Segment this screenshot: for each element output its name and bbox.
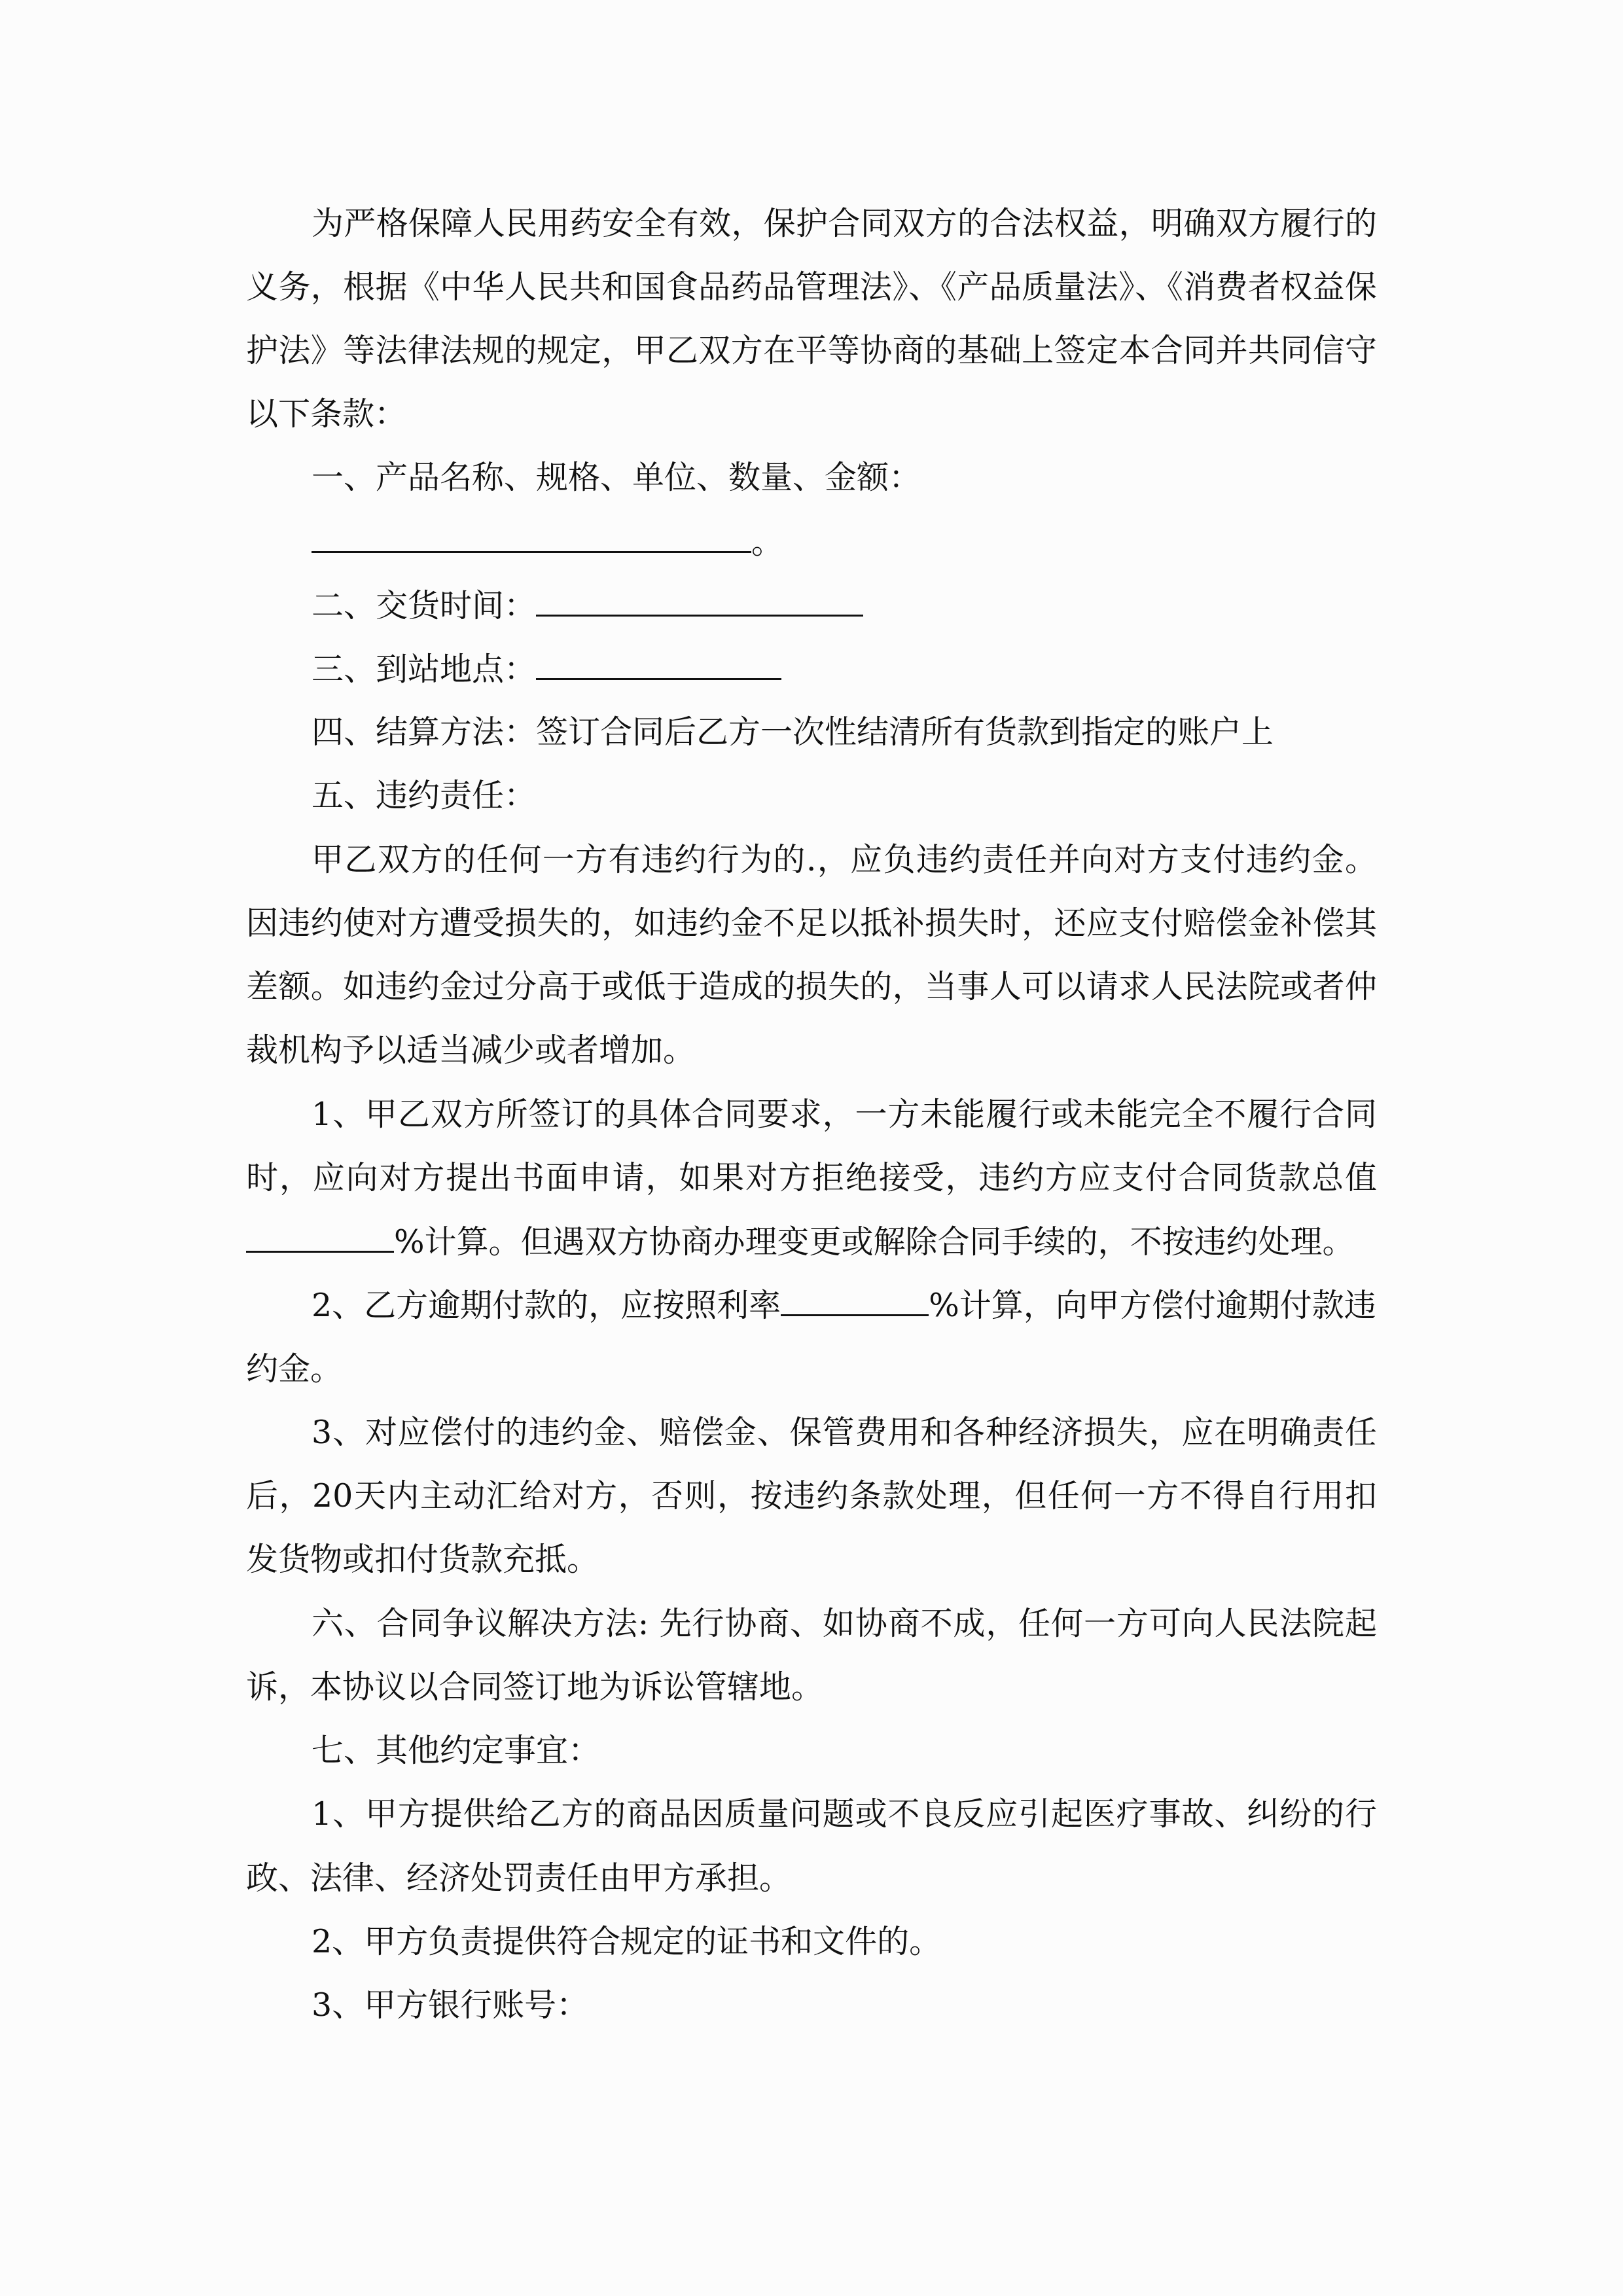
clause-5-item-3-line-3: 发货物或扣付货款充抵。 bbox=[246, 1541, 599, 1578]
clause-7-item-3: 3、甲方银行账号： bbox=[312, 1986, 589, 2024]
clause-5-item-2-after: %计算，向甲方偿付逾期付款违 bbox=[929, 1287, 1376, 1324]
delivery-time-label: 二、交货时间： bbox=[312, 587, 537, 624]
clause-3 bbox=[312, 649, 1377, 689]
delivery-time-blank[interactable] bbox=[536, 586, 863, 617]
destination-label: 三、到站地点： bbox=[312, 651, 537, 688]
preamble-line-2: 义务，根据《中华人民共和国食品药品管理法》、《产品质量法》、《消费者权益保 bbox=[246, 268, 1377, 306]
clause-7-title: 七、其他约定事宜： bbox=[312, 1732, 601, 1769]
clause-6-line-1: 六、合同争议解决方法: 先行协商、如协商不成，任何一方可向人民法院起 bbox=[312, 1605, 1377, 1642]
clause-5-title: 五、违约责任： bbox=[312, 777, 537, 814]
clause-5-item-1-line-1: 1、甲乙双方所签订的具体合同要求，一方未能履行或未能完全不履行合同 bbox=[312, 1096, 1377, 1133]
destination-blank[interactable] bbox=[536, 649, 781, 680]
clause-5-item-3-line-1: 3、对应偿付的违约金、赔偿金、保管费用和各种经济损失，应在明确责任 bbox=[312, 1414, 1377, 1451]
clause-5-body-4: 裁机构予以适当减少或者增加。 bbox=[246, 1031, 696, 1069]
clause-5-body-1: 甲乙双方的任何一方有违约行为的.，应负违约责任并向对方支付违约金。 bbox=[312, 841, 1377, 878]
clause-5-item-2-line-1 bbox=[312, 1285, 1377, 1325]
clause-5-item-3-line-2: 后，20天内主动汇给对方，否则，按违约条款处理，但任何一方不得自行用扣 bbox=[246, 1477, 1377, 1515]
preamble-line-1: 为严格保障人民用药安全有效，保护合同双方的合法权益，明确双方履行的 bbox=[312, 205, 1377, 242]
contract-value-percent-blank[interactable] bbox=[246, 1222, 394, 1253]
preamble-line-4: 以下条款： bbox=[246, 395, 407, 433]
clause-4: 四、结算方法：签订合同后乙方一次性结清所有货款到指定的账户上 bbox=[312, 713, 1274, 751]
clause-1-period: 。 bbox=[751, 524, 784, 561]
clause-1-title: 一、产品名称、规格、单位、数量、金额： bbox=[312, 459, 921, 496]
clause-7-item-2: 2、甲方负责提供符合规定的证书和文件的。 bbox=[312, 1923, 942, 1960]
clause-2 bbox=[312, 586, 1377, 625]
clause-5-item-2-line-2: 约金。 bbox=[246, 1350, 343, 1388]
clause-5-item-1-tail: %计算。但遇双方协商办理变更或解除合同手续的，不按违约处理。 bbox=[394, 1223, 1355, 1261]
clause-1-fill bbox=[312, 522, 1377, 562]
clause-5-item-1-line-3 bbox=[246, 1222, 1377, 1261]
clause-5-body-3: 差额。如违约金过分高于或低于造成的损失的，当事人可以请求人民法院或者仲 bbox=[246, 968, 1377, 1005]
clause-5-body-2: 因违约使对方遭受损失的，如违约金不足以抵补损失时，还应支付赔偿金补偿其 bbox=[246, 905, 1377, 942]
product-details-blank[interactable] bbox=[312, 522, 751, 553]
clause-5-item-1-line-2: 时，应向对方提出书面申请，如果对方拒绝接受，违约方应支付合同货款总值 bbox=[246, 1159, 1377, 1196]
clause-7-item-1-line-2: 政、法律、经济处罚责任由甲方承担。 bbox=[246, 1859, 792, 1897]
interest-rate-blank[interactable] bbox=[781, 1285, 929, 1316]
clause-5-item-2-before: 2、乙方逾期付款的，应按照利率 bbox=[312, 1287, 781, 1324]
clause-7-item-1-line-1: 1、甲方提供给乙方的商品因质量问题或不良反应引起医疗事故、纠纷的行 bbox=[312, 1795, 1377, 1833]
preamble-line-3: 护法》等法律法规的规定，甲乙双方在平等协商的基础上签定本合同并共同信守 bbox=[246, 332, 1377, 369]
clause-6-line-2: 诉，本协议以合同签订地为诉讼管辖地。 bbox=[246, 1668, 824, 1706]
